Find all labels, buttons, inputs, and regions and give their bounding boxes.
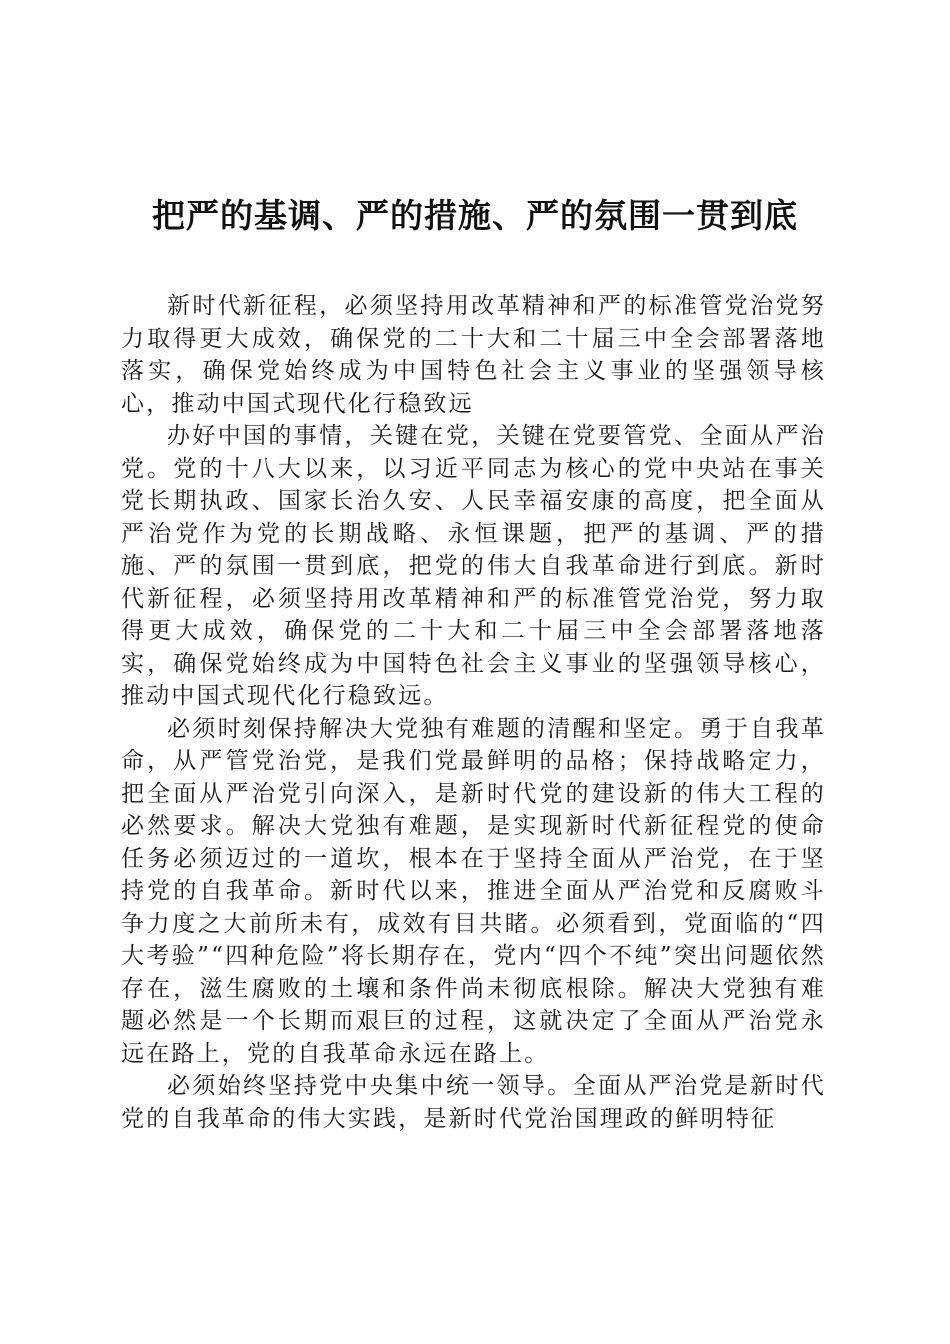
paragraph-3: 必须时刻保持解决大党独有难题的清醒和坚定。勇于自我革命，从严管党治党，是我们党最鲜明的品格；保持战略定力，把全面从严治党引向深入，是新时代党的建设新的伟大工程的必然要求。解决大党独有难题，是实现新时代新征程党的使命任务必须迈过的一道坎，根本在于坚持全面从严治党，在于坚持党的自我革命。新时代以来，推进全面从严治党和反腐败斗争力度之大前所未有，成效有目共睹。必须看到，党面临的“四大考验”“四种危险”将长期存在，党内“四个不纯”突出问题依然存在，滋生腐败的土壤和条件尚未彻底根除。解决大党独有难题必然是一个长期而艰巨的过程，这就决定了全面从严治党永远在路上，党的自我革命永远在路上。 <box>121 715 826 1067</box>
paragraph-4: 必须始终坚持党中央集中统一领导。全面从严治党是新时代党的自我革命的伟大实践，是新时代党治国理政的鲜明特征 <box>121 1073 826 1132</box>
document-title: 把严的基调、严的措施、严的氛围一贯到底 <box>152 196 798 235</box>
document-body <box>121 290 826 1135</box>
paragraph-2: 办好中国的事情，关键在党，关键在党要管党、全面从严治党。党的十八大以来，以习近平同志为核心的党中央站在事关党长期执政、国家长治久安、人民幸福安康的高度，把全面从严治党作为党的长期战略、永恒课题，把严的基调、严的措施、严的氛围一贯到底，把党的伟大自我革命进行到底。新时代新征程，必须坚持用改革精神和严的标准管党治党，努力取得更大成效，确保党的二十大和二十届三中全会部署落地落实，确保党始终成为中国特色社会主义事业的坚强领导核心，推动中国式现代化行稳致远。 <box>121 423 826 709</box>
paragraph-1: 新时代新征程，必须坚持用改革精神和严的标准管党治党努力取得更大成效，确保党的二十大和二十届三中全会部署落地落实，确保党始终成为中国特色社会主义事业的坚强领导核心，推动中国式现代化行稳致远 <box>121 293 826 417</box>
